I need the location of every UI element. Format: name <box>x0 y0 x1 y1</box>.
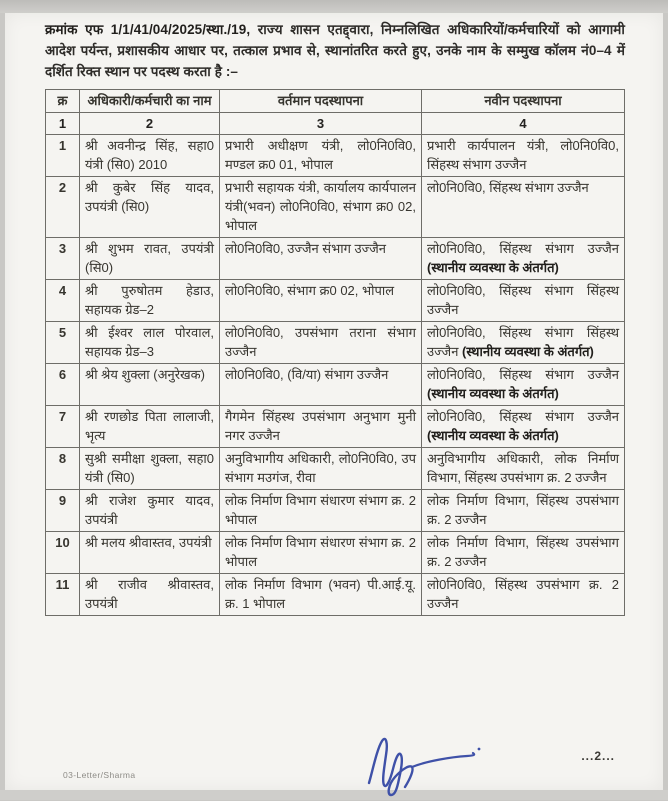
officer-name-cell: श्री राजेश कुमार यादव, उपयंत्री <box>80 490 220 532</box>
officer-name-cell: श्री रणछोड पिता लालाजी, भृत्य <box>80 406 220 448</box>
table-row <box>46 238 625 280</box>
table-body <box>46 135 625 616</box>
new-posting-cell <box>422 448 625 490</box>
new-posting-text: अनुविभागीय अधिकारी, लोक निर्माण विभाग, सिंहस्थ उपसंभाग क्र. 2 उज्जैन <box>427 451 619 485</box>
page-content <box>45 19 625 616</box>
local-arrangement-note: (स्थानीय व्यवस्था के अंतर्गत) <box>427 260 559 275</box>
new-posting-text: लो0नि0वि0, सिंहस्थ उपसंभाग क्र. 2 उज्जैन <box>427 577 619 611</box>
new-posting-text: लो0नि0वि0, सिंहस्थ संभाग सिंहस्थ उज्जैन <box>427 325 619 359</box>
new-posting-text: लो0नि0वि0, सिंहस्थ संभाग सिंहस्थ उज्जैन <box>427 283 619 317</box>
local-arrangement-note: (स्थानीय व्यवस्था के अंतर्गत) <box>427 428 559 443</box>
officer-name-cell: श्री श्रेय शुक्ला (अनुरेखक) <box>80 364 220 406</box>
table-row <box>46 532 625 574</box>
serial-number-cell: 4 <box>46 280 80 322</box>
current-posting-cell: प्रभारी सहायक यंत्री, कार्यालय कार्यपालन यंत्री(भवन) लो0नि0वि0, संभाग क्र0 02, भोपाल <box>220 177 422 238</box>
table-row <box>46 574 625 616</box>
table-row <box>46 406 625 448</box>
officer-name-cell: श्री अवनीन्द्र सिंह, सहा0 यंत्री (सि0) 2010 <box>80 135 220 177</box>
officer-name-cell: सुश्री समीक्षा शुक्ला, सहा0 यंत्री (सि0) <box>80 448 220 490</box>
new-posting-text: लो0नि0वि0, सिंहस्थ संभाग उज्जैन <box>427 180 589 195</box>
serial-number-cell: 1 <box>46 135 80 177</box>
new-posting-text: लो0नि0वि0, सिंहस्थ संभाग उज्जैन <box>427 409 619 424</box>
table-row <box>46 364 625 406</box>
officer-name-cell: श्री ईश्वर लाल पोरवाल, सहायक ग्रेड–3 <box>80 322 220 364</box>
new-posting-cell <box>422 322 625 364</box>
current-posting-cell: लोक निर्माण विभाग संधारण संभाग क्र. 2 भोपाल <box>220 532 422 574</box>
new-posting-cell <box>422 135 625 177</box>
column-number-2: 2 <box>80 113 220 135</box>
serial-number-cell: 7 <box>46 406 80 448</box>
column-header-name: अधिकारी/कर्मचारी का नाम <box>80 90 220 113</box>
current-posting-cell: लोक निर्माण विभाग संधारण संभाग क्र. 2 भोपाल <box>220 490 422 532</box>
current-posting-cell: प्रभारी अधीक्षण यंत्री, लो0नि0वि0, मण्डल क्र0 01, भोपाल <box>220 135 422 177</box>
document-page <box>5 13 663 790</box>
new-posting-cell <box>422 177 625 238</box>
table-row <box>46 322 625 364</box>
officer-name-cell: श्री मलय श्रीवास्तव, उपयंत्री <box>80 532 220 574</box>
new-posting-cell <box>422 364 625 406</box>
column-header-current-posting: वर्तमान पदस्थापना <box>220 90 422 113</box>
table-row <box>46 135 625 177</box>
table-row <box>46 177 625 238</box>
serial-number-cell: 10 <box>46 532 80 574</box>
intro-paragraph <box>45 19 625 82</box>
page-number: ...2... <box>581 749 615 763</box>
current-posting-cell: लोक निर्माण विभाग (भवन) पी.आई.यू. क्र. 1 भोपाल <box>220 574 422 616</box>
file-reference: 03-Letter/Sharma <box>63 770 136 780</box>
local-arrangement-note: (स्थानीय व्यवस्था के अंतर्गत) <box>462 344 594 359</box>
officer-name-cell: श्री शुभम रावत, उपयंत्री (सि0) <box>80 238 220 280</box>
new-posting-text: लो0नि0वि0, सिंहस्थ संभाग उज्जैन <box>427 241 619 256</box>
table-row <box>46 280 625 322</box>
serial-number-cell: 5 <box>46 322 80 364</box>
new-posting-cell <box>422 406 625 448</box>
officer-name-cell: श्री राजीव श्रीवास्तव, उपयंत्री <box>80 574 220 616</box>
table-row <box>46 490 625 532</box>
new-posting-text: लो0नि0वि0, सिंहस्थ संभाग उज्जैन <box>427 367 619 382</box>
transfer-order-table <box>45 89 625 616</box>
serial-number-cell: 9 <box>46 490 80 532</box>
column-number-1: 1 <box>46 113 80 135</box>
current-posting-cell: लो0नि0वि0, (वि/या) संभाग उज्जैन <box>220 364 422 406</box>
local-arrangement-note: (स्थानीय व्यवस्था के अंतर्गत) <box>427 386 559 401</box>
current-posting-cell: लो0नि0वि0, संभाग क्र0 02, भोपाल <box>220 280 422 322</box>
new-posting-text: प्रभारी कार्यपालन यंत्री, लो0नि0वि0, सिंहस्थ संभाग उज्जैन <box>427 138 619 172</box>
scan-edge-bottom <box>0 790 668 800</box>
serial-number-cell: 6 <box>46 364 80 406</box>
current-posting-cell: गैगमेन सिंहस्थ उपसंभाग अनुभाग मुनी नगर उज्जैन <box>220 406 422 448</box>
table-header-row <box>46 90 625 113</box>
officer-name-cell: श्री पुरुषोतम हेडाउ, सहायक ग्रेड–2 <box>80 280 220 322</box>
new-posting-cell <box>422 280 625 322</box>
column-number-row <box>46 113 625 135</box>
current-posting-cell: लो0नि0वि0, उपसंभाग तराना संभाग उज्जैन <box>220 322 422 364</box>
column-header-serial: क्र <box>46 90 80 113</box>
table-row <box>46 448 625 490</box>
column-number-3: 3 <box>220 113 422 135</box>
current-posting-cell: अनुविभागीय अधिकारी, लो0नि0वि0, उप संभाग मउगंज, रीवा <box>220 448 422 490</box>
column-number-4: 4 <box>422 113 625 135</box>
serial-number-cell: 3 <box>46 238 80 280</box>
new-posting-text: लोक निर्माण विभाग, सिंहस्थ उपसंभाग क्र. 2 उज्जैन <box>427 493 619 527</box>
column-header-new-posting: नवीन पदस्थापना <box>422 90 625 113</box>
officer-name-cell: श्री कुबेर सिंह यादव, उपयंत्री (सि0) <box>80 177 220 238</box>
current-posting-cell: लो0नि0वि0, उज्जैन संभाग उज्जैन <box>220 238 422 280</box>
new-posting-cell <box>422 238 625 280</box>
new-posting-cell <box>422 490 625 532</box>
new-posting-cell <box>422 574 625 616</box>
intro-body-text: राज्य शासन एतद्द्वारा, निम्नलिखित अधिकारियों/कर्मचारियों को आगामी आदेश पर्यन्त, प्रशासकीय आधार पर, तत्काल प्रभाव से, स्थानांतरित करते हुए, उनके नाम के सम्मुख कॉलम नं0–4 में दर्शित रिक्त स्थान पर पदस्थ करता है :– <box>45 22 625 79</box>
new-posting-text: लोक निर्माण विभाग, सिंहस्थ उपसंभाग क्र. 2 उज्जैन <box>427 535 619 569</box>
serial-number-cell: 8 <box>46 448 80 490</box>
scan-edge-top <box>0 0 668 13</box>
new-posting-cell <box>422 532 625 574</box>
order-reference-number: क्रमांक एफ 1/1/41/04/2025/स्था./19, <box>45 22 251 37</box>
serial-number-cell: 11 <box>46 574 80 616</box>
serial-number-cell: 2 <box>46 177 80 238</box>
